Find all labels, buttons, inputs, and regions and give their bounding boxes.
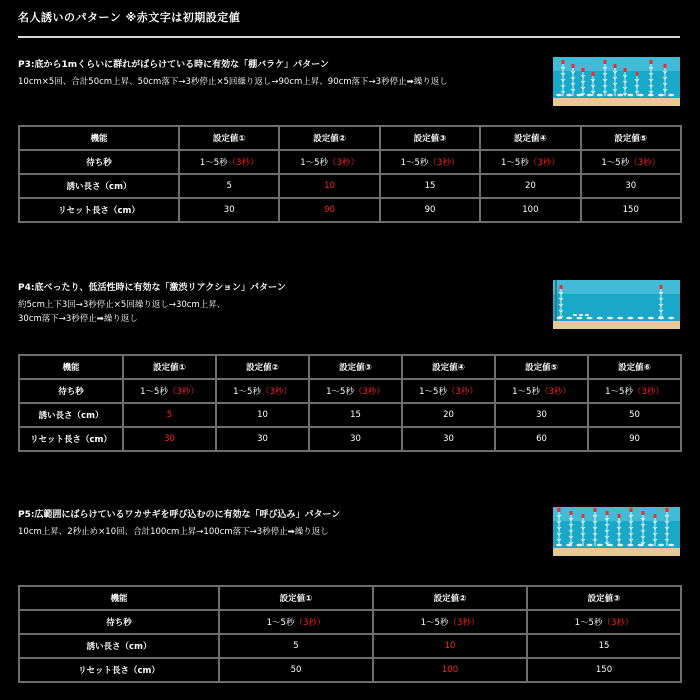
table-cell xyxy=(179,198,279,222)
column-header-setting: 設定値⑤ xyxy=(495,355,588,379)
table-cell xyxy=(581,150,681,174)
column-header-setting: 設定値④ xyxy=(402,355,495,379)
table-cell xyxy=(123,427,216,451)
cell-value: 5 xyxy=(166,410,173,420)
cell-value: 1〜5秒 xyxy=(233,387,261,397)
cell-value: 1〜5秒 xyxy=(400,158,429,168)
table-cell xyxy=(402,427,495,451)
cell-value: 1〜5秒 xyxy=(266,618,295,628)
cell-value: 1〜5秒 xyxy=(500,158,529,168)
table-row xyxy=(19,658,681,682)
column-header-setting: 設定値② xyxy=(373,586,527,610)
column-header-setting: 設定値① xyxy=(123,355,216,379)
pattern-diagram-svg xyxy=(553,57,680,106)
pattern-diagram-svg xyxy=(553,280,680,329)
cell-value: 50 xyxy=(629,410,640,420)
cell-value: 15 xyxy=(350,410,361,420)
table-row xyxy=(19,634,681,658)
table-cell xyxy=(588,379,681,403)
section-heading: P5:広範囲にばらけているワカサギを呼び込むのに有効な「呼び込み」パターン xyxy=(18,510,341,520)
row-label: リセット長さ（cm） xyxy=(19,198,179,222)
column-header-setting: 設定値② xyxy=(216,355,309,379)
cell-value: 30 xyxy=(536,410,547,420)
cell-value: 1〜5秒 xyxy=(300,158,329,168)
section-heading: P4:底べったり、低活性時に有効な「激渋リアクション」パターン xyxy=(18,283,286,293)
cell-value: 1〜5秒 xyxy=(574,618,603,628)
cell-value: 15 xyxy=(598,641,610,651)
table-cell xyxy=(219,658,373,682)
table-cell xyxy=(179,150,279,174)
cell-default-value: （3秒） xyxy=(446,387,478,397)
cell-default-value: （3秒） xyxy=(528,158,560,168)
cell-value: 1〜5秒 xyxy=(420,618,449,628)
column-header-setting: 設定値⑤ xyxy=(581,126,681,150)
column-header-function: 機能 xyxy=(19,586,219,610)
column-header-setting: 設定値③ xyxy=(309,355,402,379)
section-description: 約5cm上下3回→3秒停止×5回繰り返し→30cm上昇、 30cm落下→3秒停止➡繰り返し xyxy=(18,300,226,324)
table-cell xyxy=(219,634,373,658)
table-cell xyxy=(279,174,379,198)
table-cell xyxy=(380,174,480,198)
cell-value: 5 xyxy=(226,181,232,191)
cell-value: 60 xyxy=(536,434,547,444)
row-label: リセット長さ（cm） xyxy=(19,658,219,682)
cell-default-value: （3秒） xyxy=(428,158,460,168)
cell-value: 1〜5秒 xyxy=(140,387,168,397)
cell-value: 30 xyxy=(257,434,268,444)
cell-value: 1〜5秒 xyxy=(605,387,633,397)
column-header-function: 機能 xyxy=(19,126,179,150)
table-row xyxy=(19,150,681,174)
table-cell xyxy=(402,403,495,427)
table-cell xyxy=(527,610,681,634)
column-header-setting: 設定値③ xyxy=(527,586,681,610)
cell-value: 5 xyxy=(293,641,299,651)
table-cell xyxy=(179,174,279,198)
table-cell xyxy=(480,150,580,174)
row-label: 誘い長さ（cm） xyxy=(19,634,219,658)
row-label: 待ち秒 xyxy=(19,379,123,403)
table-cell xyxy=(402,379,495,403)
cell-value: 90 xyxy=(629,434,640,444)
table-row xyxy=(19,198,681,222)
table-row xyxy=(19,403,681,427)
cell-value: 100 xyxy=(522,205,539,215)
table-header-row xyxy=(19,355,681,379)
table-cell xyxy=(279,198,379,222)
table-cell xyxy=(527,658,681,682)
cell-value: 10 xyxy=(444,641,456,651)
cell-default-value: （3秒） xyxy=(539,387,571,397)
table-cell xyxy=(123,379,216,403)
table-cell xyxy=(123,403,216,427)
section-description: 10cm×5回、合計50cm上昇、50cm落下→3秒停止×5回繰り返し→90cm上昇、90cm落下→3秒停止➡繰り返し xyxy=(18,77,448,87)
cell-value: 30 xyxy=(350,434,361,444)
cell-value: 10 xyxy=(324,181,335,191)
title-divider xyxy=(18,36,680,38)
cell-default-value: （3秒） xyxy=(294,618,326,628)
table-cell xyxy=(588,427,681,451)
table-cell xyxy=(480,198,580,222)
cell-default-value: （3秒） xyxy=(353,387,385,397)
table-cell xyxy=(216,379,309,403)
cell-value: 1〜5秒 xyxy=(419,387,447,397)
cell-value: 1〜5秒 xyxy=(512,387,540,397)
settings-table xyxy=(18,585,682,683)
table-cell xyxy=(380,198,480,222)
table-cell xyxy=(495,427,588,451)
table-cell xyxy=(527,634,681,658)
cell-value: 90 xyxy=(324,205,335,215)
pattern-section-p5 xyxy=(18,507,680,690)
cell-value: 1〜5秒 xyxy=(601,158,630,168)
pattern-diagram-image xyxy=(553,280,680,329)
table-header-row xyxy=(19,126,681,150)
row-label: 待ち秒 xyxy=(19,150,179,174)
pattern-diagram-image xyxy=(553,57,680,106)
pattern-section-p3 xyxy=(18,57,680,229)
cell-value: 50 xyxy=(290,665,302,675)
table-cell xyxy=(495,379,588,403)
cell-value: 20 xyxy=(524,181,536,191)
cell-value: 1〜5秒 xyxy=(326,387,354,397)
table-row xyxy=(19,610,681,634)
cell-default-value: （3秒） xyxy=(448,618,480,628)
table-cell xyxy=(219,610,373,634)
cell-value: 20 xyxy=(443,410,454,420)
section-description: 10cm上昇、2秒止め×10回、合計100cm上昇→100cm落下→3秒停止➡繰り返し xyxy=(18,527,329,537)
table-cell xyxy=(373,658,527,682)
table-cell xyxy=(216,427,309,451)
page-title: 名人誘いのパターン ※赤文字は初期設定値 xyxy=(18,11,241,24)
table-cell xyxy=(309,403,402,427)
table-cell xyxy=(480,174,580,198)
cell-value: 30 xyxy=(625,181,637,191)
table-cell xyxy=(279,150,379,174)
cell-value: 150 xyxy=(622,205,639,215)
table-row xyxy=(19,427,681,451)
cell-default-value: （3秒） xyxy=(632,387,664,397)
cell-default-value: （3秒） xyxy=(227,158,259,168)
settings-table xyxy=(18,125,682,223)
table-cell xyxy=(373,610,527,634)
cell-value: 150 xyxy=(595,665,613,675)
column-header-setting: 設定値① xyxy=(179,126,279,150)
cell-value: 30 xyxy=(223,205,235,215)
pattern-diagram-image xyxy=(553,507,680,556)
cell-value: 30 xyxy=(443,434,454,444)
table-cell xyxy=(309,379,402,403)
table-cell xyxy=(380,150,480,174)
section-heading: P3:底から1mくらいに群れがばらけている時に有効な「棚バラケ」パターン xyxy=(18,60,329,70)
column-header-setting: 設定値① xyxy=(219,586,373,610)
cell-default-value: （3秒） xyxy=(629,158,661,168)
row-label: 誘い長さ（cm） xyxy=(19,403,123,427)
column-header-setting: 設定値③ xyxy=(380,126,480,150)
cell-value: 15 xyxy=(424,181,436,191)
row-label: リセット長さ（cm） xyxy=(19,427,123,451)
table-cell xyxy=(495,403,588,427)
row-label: 待ち秒 xyxy=(19,610,219,634)
column-header-setting: 設定値⑥ xyxy=(588,355,681,379)
row-label: 誘い長さ（cm） xyxy=(19,174,179,198)
table-cell xyxy=(309,427,402,451)
cell-value: 90 xyxy=(424,205,436,215)
table-row xyxy=(19,174,681,198)
table-row xyxy=(19,379,681,403)
cell-value: 30 xyxy=(164,434,175,444)
settings-table xyxy=(18,354,682,452)
table-header-row xyxy=(19,586,681,610)
table-cell xyxy=(588,403,681,427)
column-header-setting: 設定値④ xyxy=(480,126,580,150)
cell-default-value: （3秒） xyxy=(328,158,359,168)
cell-default-value: （3秒） xyxy=(602,618,634,628)
cell-value: 1〜5秒 xyxy=(199,158,228,168)
column-header-function: 機能 xyxy=(19,355,123,379)
table-cell xyxy=(581,174,681,198)
cell-value: 100 xyxy=(441,665,459,675)
cell-default-value: （3秒） xyxy=(260,387,292,397)
table-cell xyxy=(373,634,527,658)
pattern-diagram-svg xyxy=(553,507,680,556)
pattern-section-p4 xyxy=(18,280,680,458)
column-header-setting: 設定値② xyxy=(279,126,379,150)
cell-default-value: （3秒） xyxy=(167,387,199,397)
table-cell xyxy=(581,198,681,222)
table-cell xyxy=(216,403,309,427)
cell-value: 10 xyxy=(257,410,268,420)
